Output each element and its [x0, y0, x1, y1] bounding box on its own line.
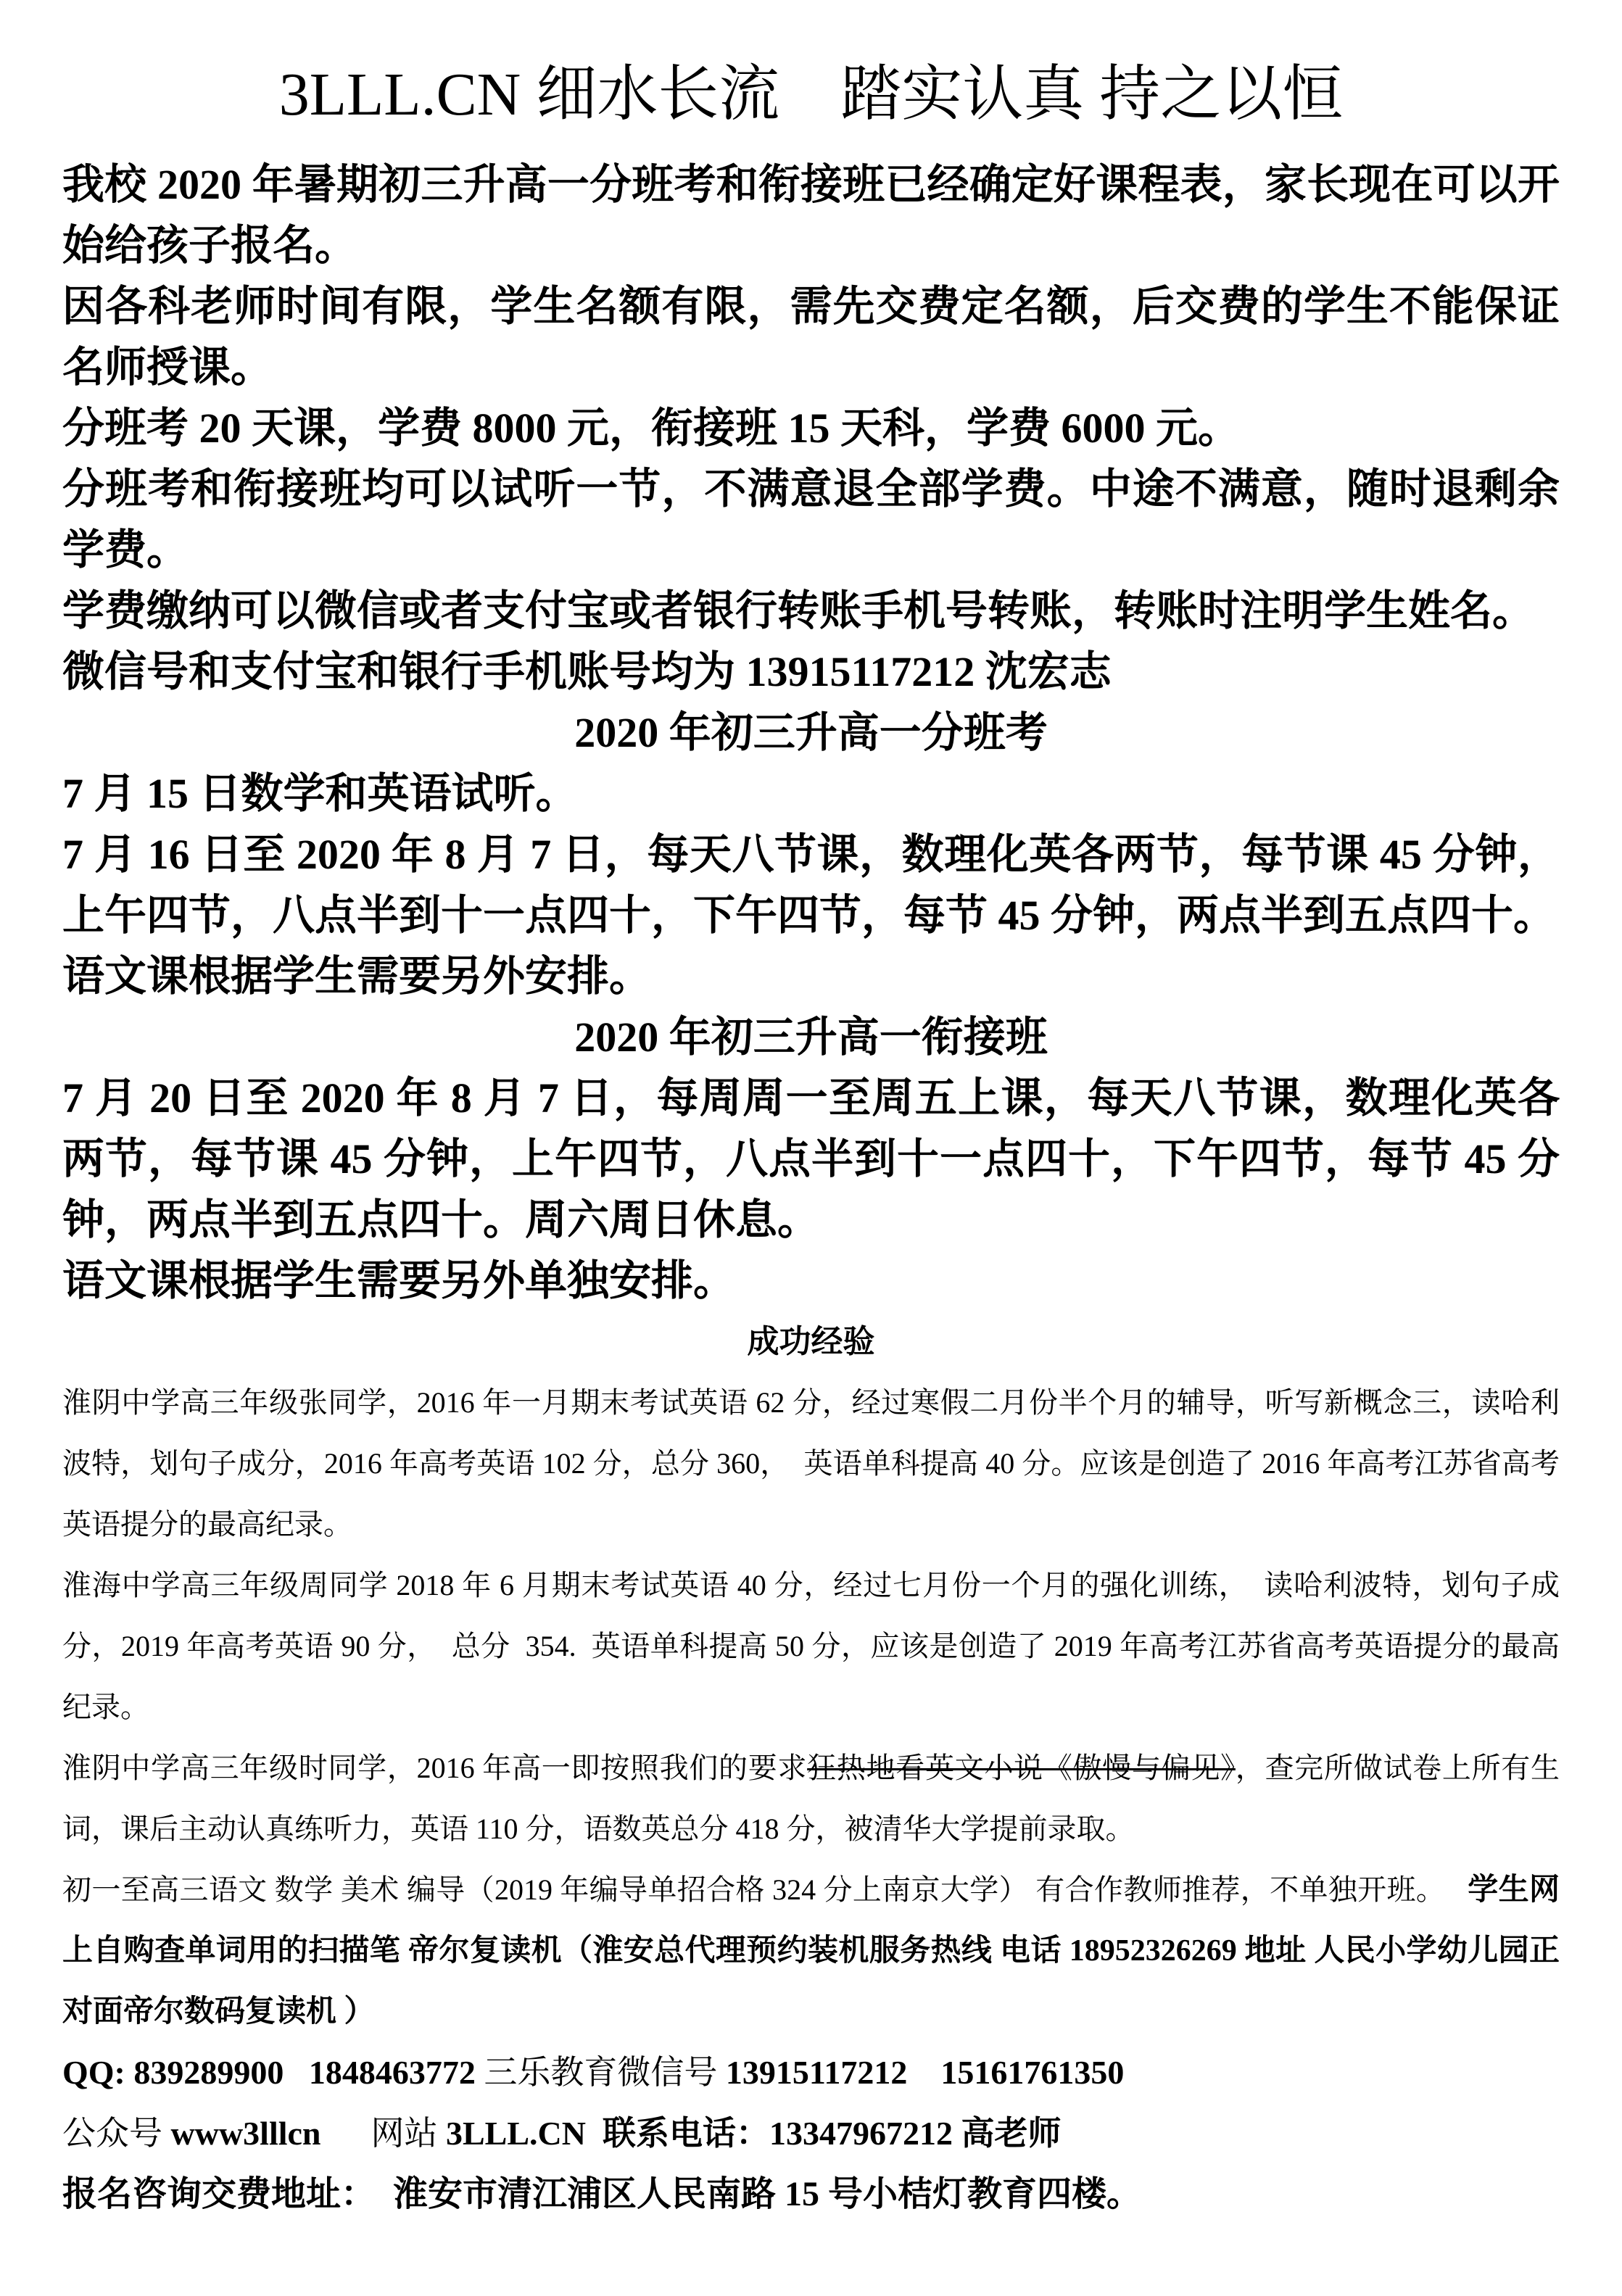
success-heading: 成功经验 [747, 1323, 875, 1361]
intro-paragraph: 因各科老师时间有限，学生名额有限，需先交费定名额，后交费的学生不能保证名师授课。 [62, 283, 1560, 391]
qq-wechat-line [62, 2042, 1560, 2103]
wechat-numbers: 13915117212 15161761350 [725, 2054, 1125, 2092]
wechat-label: 三乐教育微信号 [484, 2054, 726, 2092]
placement-exam-heading: 2020 年初三升高一分班考 [574, 709, 1048, 757]
testimonial-paragraph: 淮阴中学高三年级张同学，2016 年一月期末考试英语 62 分，经过寒假二月份半个月的辅导，听写新概念三，读哈利波特，划句子成分，2016 年高考英语 102 分，总分 360， 英语单科提高 40 分。应该是创造了 2016 年高考江苏省高考英语提分的最高纪录。 [62, 1386, 1560, 1541]
payment-paragraph: 学费缴纳可以微信或者支付宝或者银行转账手机号转账，转账时注明学生姓名。 [62, 587, 1535, 635]
official-account-value: www3lllcn [170, 2115, 321, 2152]
bridge-class-heading: 2020 年初三升高一衔接班 [574, 1014, 1048, 1061]
placement-chinese-paragraph: 语文课根据学生需要另外安排。 [62, 953, 652, 1000]
payment-account-paragraph: 微信号和支付宝和银行手机账号均为 13915117212 沈宏志 [62, 648, 1112, 696]
success-section [62, 1311, 1560, 1860]
testimonial-paragraph: 淮海中学高三年级周同学 2018 年 6 月期末考试英语 40 分，经过七月份一个月的强化训练， 读哈利波特，划句子成分，2019 年高考英语 90 分， 总分 354. 英语单科提高 50 分，应该是创造了 2019 年高考江苏省高考英语提分的最高纪录。 [62, 1569, 1560, 1724]
placement-schedule-paragraph: 7 月 16 日至 2020 年 8 月 7 日，每天八节课，数理化英各两节，每节课 45 分钟，上午四节，八点半到十一点四十，下午四节，每节 45 分钟，两点半到五点四十。 [62, 831, 1560, 940]
courses-text: 初一至高三语文 数学 美术 编导（2019 年编导单招合格 324 分上南京大学） 有合作教师推荐，不单独开班。 [62, 1873, 1468, 1907]
strikethrough-text: 狂热地看英文小说《傲慢与偏见》 [807, 1752, 1236, 1785]
courses-paragraph [62, 1860, 1560, 2042]
website-phone-line [62, 2103, 1560, 2164]
qq-numbers: QQ: 839289900 1848463772 [62, 2054, 484, 2092]
refund-paragraph: 分班考和衔接班均可以试听一节，不满意退全部学费。中途不满意，随时退剩余学费。 [62, 465, 1560, 574]
testimonial-paragraph [62, 1738, 1560, 1860]
official-account-label: 公众号 [62, 2115, 171, 2152]
intro-paragraph: 我校 2020 年暑期初三升高一分班考和衔接班已经确定好课程表，家长现在可以开始给孩子报名。 [62, 161, 1560, 270]
website-label: 网站 [320, 2115, 446, 2152]
placement-exam-section [62, 703, 1560, 1007]
testimonial-text: 淮阴中学高三年级时同学，2016 年高一即按照我们的要求 [62, 1752, 808, 1785]
contact-section [62, 2042, 1560, 2225]
intro-section [62, 154, 1560, 703]
bridge-schedule-paragraph: 7 月 20 日至 2020 年 8 月 7 日，每周周一至周五上课，每天八节课，数理化英各两节，每节课 45 分钟，上午四节，八点半到十一点四十，下午四节，每节 45 分钟，两点半到五点四十。周六周日休息。 [62, 1074, 1560, 1244]
placement-trial-paragraph: 7 月 15 日数学和英语试听。 [62, 770, 578, 818]
page-title: 3LLL.CN 细水长流 踏实认真 持之以恒 [278, 61, 1344, 128]
courses-section [62, 1860, 1560, 2042]
bridge-class-section [62, 1007, 1560, 1311]
bridge-chinese-paragraph: 语文课根据学生需要另外单独安排。 [62, 1257, 736, 1305]
tuition-paragraph: 分班考 20 天课，学费 8000 元，衔接班 15 天科，学费 6000 元。 [62, 405, 1241, 452]
testimonial-text: ，查完所做试卷上所有生词，课后主动认真练听力，英语 110 分，语数英总分 418 分，被清华大学提前录取。 [62, 1752, 1560, 1846]
website-value: 3LLL.CN [446, 2115, 586, 2152]
registration-address-line: 报名咨询交费地址： 淮安市清江浦区人民南路 15 号小桔灯教育四楼。 [62, 2175, 1142, 2214]
scanner-pen-bold-text: 学生网上自购查单词用的扫描笔 帝尔复读机（淮安总代理预约装机服务热线 电话 18952326269 地址 人民小学幼儿园正对面帝尔数码复读机 ） [62, 1873, 1560, 2029]
phone-and-contact-person: 联系电话：13347967212 高老师 [585, 2115, 1062, 2152]
